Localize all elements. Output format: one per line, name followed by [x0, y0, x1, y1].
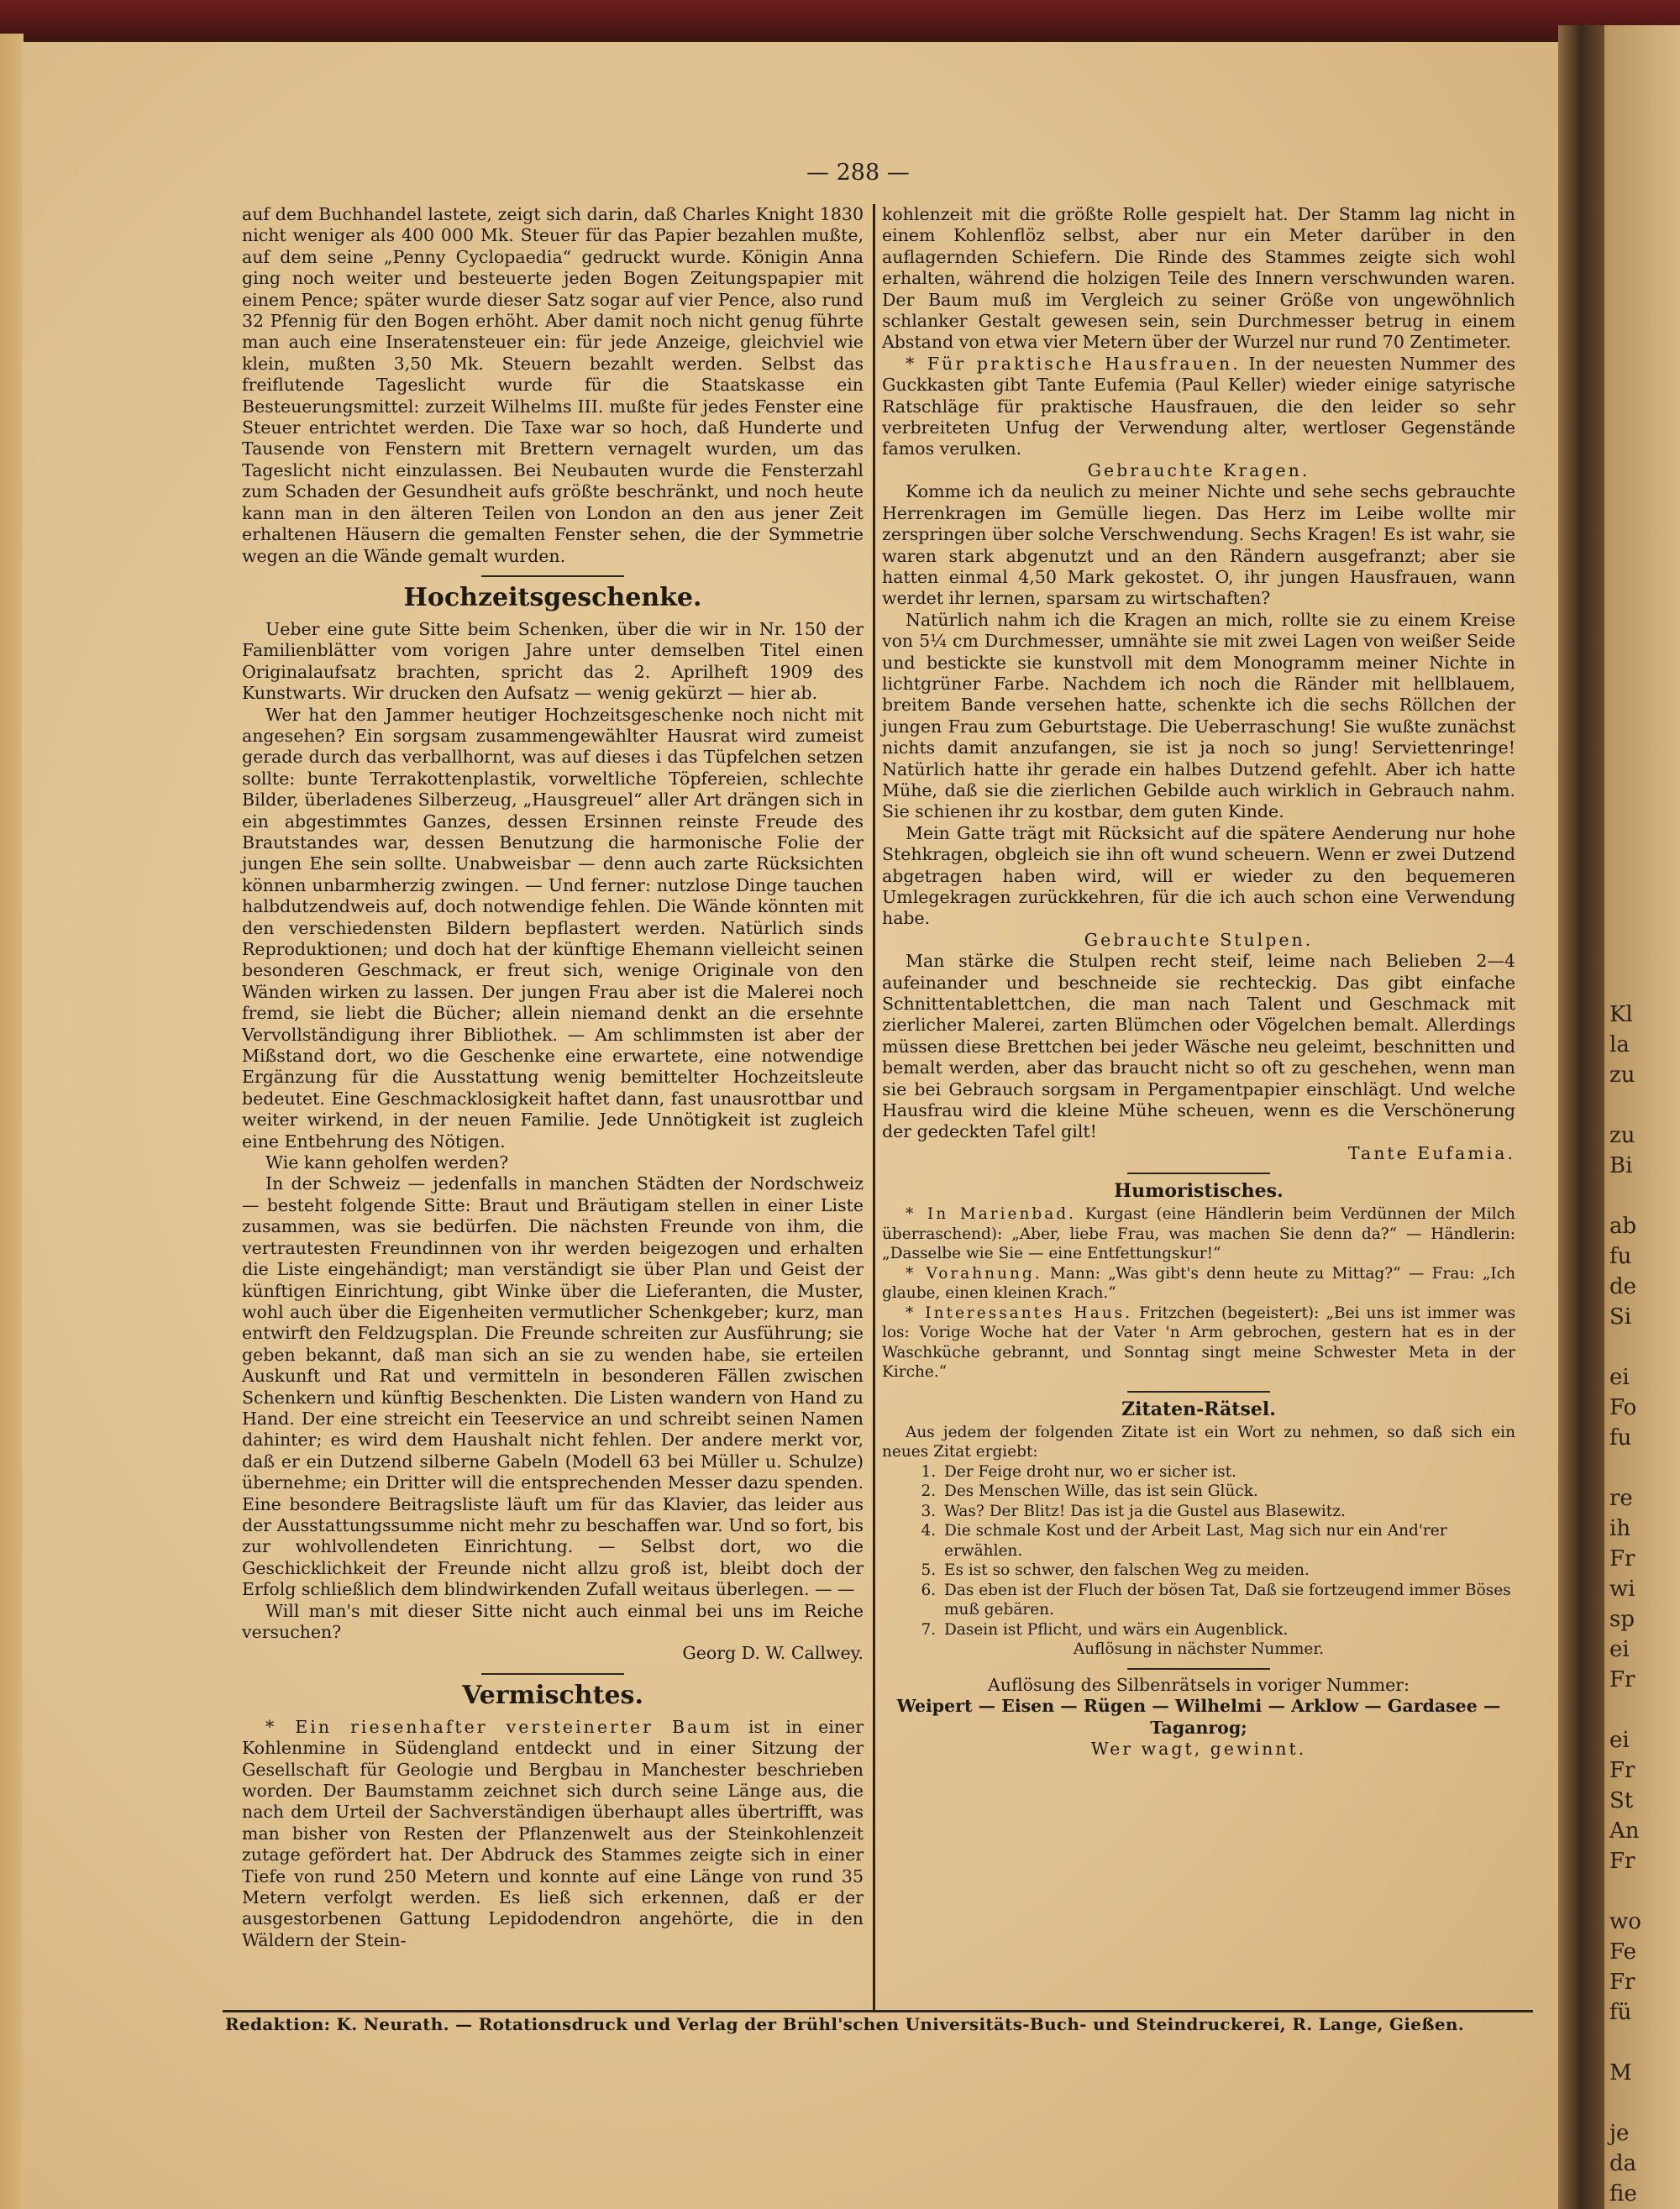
- intro-paragraph: auf dem Buchhandel lastete, zeigt sich darin, daß Charles Knight 1830 nicht weniger als 400 000 Mk. Steuer für das Papier bezahlen mußte, auf dem seine „Penny Cyclopaedia“ gedruckt wurde. Königin Anna ging noch weiter und besteuerte jeden Bogen Zeitungspapier mit einem Pence; später wurde dieser Satz sogar auf vier Pence, also rund 32 Pfennig für den Bogen erhöht. Aber damit noch nicht genug führte man auch eine Inseratensteuer ein: für jede Anzeige, gleichviel wie klein, mußten 3,50 Mk. Steuern bezahlt werden. Selbst das freiflutende Tageslicht wurde für die Staatskasse ein Besteuerungsmittel: zurzeit Wilhelms III. mußte für jedes Fenster eine Steuer entrichtet werden. Die Taxe war so hoch, daß Hunderte und Tausende von Fenstern mit Brettern vernagelt wurden, um das Tageslicht nicht einzulassen. Bei Neubauten wurde die Fensterzahl zum Schaden der Gesundheit aufs größte beschränkt, und noch heute kann man in den älteren Teilen von London an den aus jener Zeit erhaltenen Häusern die gemalten Fenster sehen, die der Symmetrie wegen an die Wände gemalt wurden.: [242, 204, 864, 566]
- next-page-fragment: Bi: [1609, 1153, 1633, 1178]
- left-page-edge: [0, 34, 24, 2209]
- next-page-fragment: Fe: [1609, 1939, 1637, 1965]
- stulpen-paragraph: Man stärke die Stulpen recht steif, leime nach Belieben 2—4 aufeinander und beschneide sie rechteckig. Das gibt einfache Schnittentablettchen, die man nach Talent und Geschmack mit zierlicher Malerei, zarten Blümchen oder Vögelchen bemalt. Allerdings müssen diese Brettchen bei jeder Wäsche neu geleimt, beschnitten und bemalt werden, aber das braucht nicht so oft zu geschehen, wenn man sie bei Gebrauch sorgsam in Pergamentpapier einschlägt. Und welche Hausfrau wird die kleine Mühe scheuen, wenn es die Verschönerung der gedeckten Tafel gilt!: [882, 951, 1515, 1142]
- book-gutter: [1558, 25, 1609, 2209]
- next-page-fragment: zu: [1609, 1063, 1635, 1088]
- raetsel-quote: 6. Das eben ist der Fluch der bösen Tat, Daß sie fortzeugend immer Böses muß gebären.: [941, 1581, 1515, 1620]
- raetsel-quote: 2. Des Menschen Wille, das ist sein Glück.: [941, 1482, 1515, 1502]
- page-number: — 288 —: [806, 160, 910, 186]
- hochzeit-paragraph-4: In der Schweiz — jedenfalls in manchen Städten der Nordschweiz — besteht folgende Sitte: Braut und Bräutigam stellen in einer Liste zusammen, was sie bedürfen. Die nächsten Freunde von ihm, die vertrautesten Freundinnen von ihr werden beigezogen und erhalten die Liste eingehändigt; man verständigt sie über Plan und Geist der künftigen Einrichtung, gibt Winke über die Lieferanten, die Muster, wohl auch über die Eigenheiten vermutlicher Schenkgeber; kurz, man entwirft den Feldzugsplan. Die Freunde schreiten zur Ausführung; sie geben bekannt, daß man sich an sie zu wenden habe, sie erteilen Auskunft und Rat und vermitteln in besonderen Fällen zwischen Schenkern und künftig Beschenkten. Die Listen wandern von Hand zu Hand. Der eine streicht ein Teeservice an und schreibt seinen Namen dahinter; es wird dem Haushalt nicht fehlen. Der andere merkt vor, daß er ein Dutzend silberne Gabeln (Modell 63 bei Müller u. Schulze) übernehme; ein Dritter will die entsprechenden Messer dazu spenden. Eine besondere Beitragsliste läuft um für das Klavier, das leider aus der Ausstattungssumme nicht mehr zu beschaffen war. Und so fort, bis zur wohlvollendeten Einrichtung. — Selbst dort, wo die Geschicklichkeit der Freunde nicht allzu groß ist, bleibt doch der Erfolg schließlich dem blindwirkenden Zufall weitaus überlegen. — —: [242, 1173, 864, 1600]
- raetsel-quote: 1. Der Feige droht nur, wo er sicher ist.: [941, 1462, 1515, 1482]
- next-page-fragment: fü: [1609, 2000, 1632, 2025]
- next-page-fragment: la: [1609, 1032, 1630, 1057]
- humor-text: Fritzchen (begeistert): „Bei uns ist immer was los: Vorige Woche hat der Vater 'n Arm gebrochen, gestern hat es in der Waschküche gebrannt, und Sonntag singt meine Schwester Meta in der Kirche.“: [882, 1304, 1515, 1382]
- next-page-fragment: ei: [1609, 1365, 1630, 1390]
- imprint-footer: Redaktion: K. Neurath. — Rotationsdruck und Verlag der Brühl'schen Universitäts-Buch- und Steindruckerei, R. Lange, Gießen.: [225, 2014, 1464, 2034]
- next-page-fragment: wo: [1609, 1909, 1641, 1934]
- column-rule: [873, 204, 875, 2010]
- vermischtes-lead: * Ein riesenhafter versteinerter Baum: [265, 1716, 732, 1737]
- next-page-fragment: M: [1609, 2060, 1632, 2086]
- hausfrauen-lead: * Für praktische Hausfrauen.: [906, 353, 1241, 374]
- vermischtes-text: ist in einer Kohlenmine in Südengland entdeckt und in einer Sitzung der Gesellschaft für Geologie und Bergbau in Manchester beschrieben worden. Der Baumstamm zeichnet sich durch seine Länge aus, die nach dem Urteil der Sachverständigen überhaupt alles übertrifft, was man bisher von Resten der Pflanzenwelt aus der Steinkohlenzeit zutage gefördert hat. Der Abdruck des Stammes zeigte sich in einer Tiefe von rund 250 Metern und konnte auf eine Länge von rund 35 Metern verfolgt werden. Es ließ sich erkennen, daß er der ausgestorbenen Gattung Lepidodendron angehörte, die in den Wäldern der Stein-: [242, 1716, 864, 1950]
- next-page-fragment: [1604, 1695, 1680, 1725]
- humor-item-3: [882, 1304, 1515, 1383]
- next-page-fragment: Si: [1609, 1304, 1632, 1330]
- next-page-fragment: Fr: [1609, 1758, 1635, 1783]
- section-divider: [1127, 1391, 1270, 1393]
- next-page-fragment: Fr: [1609, 1667, 1635, 1692]
- raetsel-quote: 5. Es ist so schwer, den falschen Weg zu meiden.: [941, 1561, 1515, 1581]
- section-divider: [481, 1673, 624, 1675]
- next-page-fragment: Kl: [1609, 1002, 1633, 1027]
- next-page-fragment: fu: [1609, 1425, 1632, 1451]
- section-divider: [1127, 1668, 1270, 1670]
- humor-item-2: [882, 1264, 1515, 1304]
- loesung-words: Weipert — Eisen — Rügen — Wilhelmi — Arklow — Gardasee — Taganrog;: [896, 1696, 1501, 1738]
- next-page-fragment: ab: [1609, 1214, 1637, 1239]
- loesung-title: Auflösung des Silbenrätsels in voriger Nummer:: [988, 1674, 1410, 1695]
- vermischtes-paragraph: [242, 1717, 864, 1951]
- humor-text: Kurgast (eine Händlerin beim Verdünnen der Milch überraschend): „Aber, liebe Frau, was machen Sie denn da?“ — Händlerin: „Dasselbe wie Sie — eine Entfettungskur!“: [882, 1205, 1515, 1263]
- kragen-paragraph-3: Mein Gatte trägt mit Rücksicht auf die spätere Aenderung nur hohe Stehkragen, obgleich sie ihn oft wund scheuern. Wenn er zwei Dutzend abgetragen haben wird, will er wieder zu den bequemeren Umlegekragen zurückkehren, für die ich auch schon eine Verwendung habe.: [882, 822, 1515, 929]
- raetsel-quote-list: [882, 1462, 1515, 1640]
- next-page-fragment: [1604, 2028, 1680, 2058]
- footer-rule: [223, 2010, 1533, 2012]
- kragen-paragraph-2: Natürlich nahm ich die Kragen an mich, rollte sie zu einem Kreise von 5¼ cm Durchmesser, umnähte sie mit zwei Lagen von weißer Seide und bestickte sie kunstvoll mit dem Monogramm meiner Nichte in lichtgrüner Farbe. Nachdem ich noch die Ränder mit hellblauem, breitem Bande versehen hatte, schenkte ich die sechs Röllchen der jungen Frau zum Geburtstage. Die Ueberraschung! Sie wußte zunächst nichts damit anzufangen, sie ist ja noch so jung! Serviettenringe! Natürlich hatte ihr gerade ein halbes Dutzend gefehlt. Aber ich hatte Mühe, daß sie die zierlichen Gebilde auch wirklich in Gebrauch nahm. Sie schienen ihr zu kostbar, dem guten Kinde.: [882, 609, 1515, 822]
- left-column: [242, 204, 864, 1951]
- hochzeit-paragraph-5: Will man's mit dieser Sitte nicht auch einmal bei uns im Reiche versuchen?: [242, 1600, 864, 1642]
- hochzeit-paragraph-2: Wer hat den Jammer heutiger Hochzeitsgeschenke noch nicht mit angesehen? Ein sorgsam zusammengewählter Hausrat wird zumeist gerade durch das verballhornt, was auf dieses i das Tüpfelchen setzen sollte: bunte Terrakottenplastik, vorweltliche Töpfereien, schlechte Bilder, überladenes Silberzeug, „Hausgreuel“ aller Art drängen sich in ein abgestimmtes Ganzes, dessen Ersinnen reinste Freude des Brautstandes war, dessen Benutzung die harmonische Folie der jungen Ehe sein sollte. Unabweisbar — denn auch zarte Rücksichten können unbarmherzig zwingen. — Und ferner: nutzlose Dinge tauchen halbdutzendweis auf, doch notwendige fehlen. Die Wände könnten mit den verschiedensten Bildern bepflastert werden. Natürlich sinds Reproduktionen; und doch hat der künftige Ehemann vielleicht seinen besonderen Geschmack, er freut sich, wenige Originale von den Wänden wirken zu lassen. Der jungen Frau aber ist die Malerei noch fremd, sie liebt die Bücher; allein niemand denkt an die ersehnte Vervollständigung ihrer Bibliothek. — Am schlimmsten ist aber der Mißstand dort, wo die Geschenke eine erwartete, eine notwendige Ergänzung für die Ausstattung wenig bemittelter Hochzeitsleute bedeutet. Eine Geschmacklosigkeit haftet dann, fast unausrottbar und weiter wirkend, in der neuen Familie. Jede Unnötigkeit ist zugleich eine Entbehrung des Nötigen.: [242, 704, 864, 1152]
- sub-gebrauchte-kragen: Gebrauchte Kragen.: [1087, 459, 1310, 480]
- baum-continued: kohlenzeit mit die größte Rolle gespielt hat. Der Stamm lag nicht in einem Kohlenflöz selbst, aber nur ein Meter darüber in den auflagernden Schiefern. Die Rinde des Stammes zeigte sich wohl erhalten, während die holzigen Teile des Innern verschwunden waren. Der Baum muß im Vergleich zu seiner Größe von ungewöhnlich schlanker Gestalt gewesen sein, sein Durchmesser betrug in einem Abstand von etwa vier Metern über der Wurzel nur rund 70 Zentimeter.: [882, 204, 1515, 353]
- next-page-fragment: [1604, 1090, 1680, 1120]
- section-divider: [481, 575, 624, 577]
- next-page-fragment: ei: [1609, 1728, 1630, 1753]
- next-page-fragment: [1604, 1332, 1680, 1362]
- hochzeit-paragraph-1: Ueber eine gute Sitte beim Schenken, über die wir in Nr. 150 der Familienblätter vom vorigen Jahre unter demselben Titel einen Originalaufsatz brachten, spricht das 2. Aprilheft 1909 des Kunstwarts. Wir drucken den Aufsatz — wenig gekürzt — hier ab.: [242, 618, 864, 704]
- raetsel-quote: 4. Die schmale Kost und der Arbeit Last, Mag sich nur ein And'rer erwählen.: [941, 1521, 1515, 1561]
- heading-zitaten-raetsel: Zitaten-Rätsel.: [1121, 1398, 1276, 1420]
- hochzeit-paragraph-3: Wie kann geholfen werden?: [265, 1152, 509, 1173]
- raetsel-quote: 7. Dasein ist Pflicht, und wärs ein Augenblick.: [941, 1620, 1515, 1640]
- next-page-fragment: An: [1609, 1818, 1640, 1844]
- next-page-edge: [1604, 25, 1680, 2209]
- right-column: [882, 204, 1515, 1760]
- next-page-fragment: [1604, 2088, 1680, 2118]
- next-page-fragment: sp: [1609, 1607, 1635, 1632]
- humor-text: Mann: „Was gibt's denn heute zu Mittag?“ — Frau: „Ich glaube, einen kleinen Krach.“: [882, 1264, 1516, 1303]
- humor-lead: * In Marienbad.: [906, 1205, 1077, 1224]
- heading-hochzeitsgeschenke: Hochzeitsgeschenke.: [403, 582, 702, 612]
- next-page-fragment: fie: [1609, 2181, 1637, 2206]
- next-page-fragment: de: [1609, 1274, 1637, 1299]
- humor-item-1: [882, 1204, 1515, 1264]
- next-page-fragment: zu: [1609, 1123, 1635, 1148]
- next-page-fragment: [1604, 1453, 1680, 1483]
- next-page-fragment: wi: [1609, 1577, 1635, 1602]
- hausfrauen-paragraph: [882, 354, 1515, 460]
- section-divider: [1127, 1173, 1270, 1174]
- next-page-fragment: [1604, 1876, 1680, 1907]
- next-page-fragment: je: [1609, 2121, 1630, 2146]
- stulpen-signature: Tante Eufamia.: [1347, 1142, 1515, 1163]
- next-page-fragment: Fo: [1609, 1395, 1637, 1420]
- hausfrauen-text: In der neuesten Nummer des Guckkasten gibt Tante Eufemia (Paul Keller) wieder einige satyrische Ratschläge für praktische Hausfrauen, die den leider so sehr verbreiteten Unfug der Verwendung alter, wertloser Gegenstände famos verulken.: [882, 353, 1515, 459]
- next-page-spacer: [1604, 25, 1680, 1000]
- next-page-fragment: ih: [1609, 1516, 1631, 1541]
- heading-humoristisches: Humoristisches.: [1114, 1180, 1284, 1203]
- loesung-motto: Wer wagt, gewinnt.: [1090, 1739, 1307, 1759]
- next-page-fragment: fu: [1609, 1244, 1632, 1269]
- hochzeit-signature: Georg D. W. Callwey.: [682, 1643, 864, 1664]
- raetsel-intro: Aus jedem der folgenden Zitate ist ein Wort zu nehmen, so daß sich ein neues Zitat ergiebt:: [882, 1423, 1515, 1461]
- next-page-fragment: Fr: [1609, 1849, 1635, 1874]
- heading-vermischtes: Vermischtes.: [462, 1680, 643, 1710]
- next-page-fragment: St: [1609, 1788, 1634, 1813]
- raetsel-next-issue: Auflösung in nächster Nummer.: [1073, 1640, 1325, 1659]
- sub-gebrauchte-stulpen: Gebrauchte Stulpen.: [1084, 929, 1314, 950]
- next-page-fragment: da: [1609, 2151, 1637, 2176]
- next-page-fragment: re: [1609, 1486, 1633, 1511]
- humor-lead: * Interessantes Haus.: [906, 1304, 1133, 1322]
- kragen-paragraph-1: Komme ich da neulich zu meiner Nichte und sehe sechs gebrauchte Herrenkragen im Gemülle liegen. Das Herz im Leibe wollte mir zerspringen über solche Verschwendung. Sechs Kragen! Es ist wahr, sie waren stark abgenutzt und an den Rändern ausgefranzt; aber sie hatten einmal 4,50 Mark gekostet. O, ihr jungen Hausfrauen, wann werdet ihr lernen, sparsam zu wirtschaften?: [882, 481, 1515, 609]
- raetsel-quote: 3. Was? Der Blitz! Das ist ja die Gustel aus Blasewitz.: [941, 1502, 1515, 1522]
- humor-lead: * Vorahnung.: [906, 1264, 1042, 1283]
- next-page-fragment: Fr: [1609, 1546, 1635, 1571]
- next-page-fragment: ei: [1609, 1637, 1630, 1662]
- next-page-fragment: [1604, 1181, 1680, 1211]
- next-page-fragment: Fr: [1609, 1970, 1635, 1995]
